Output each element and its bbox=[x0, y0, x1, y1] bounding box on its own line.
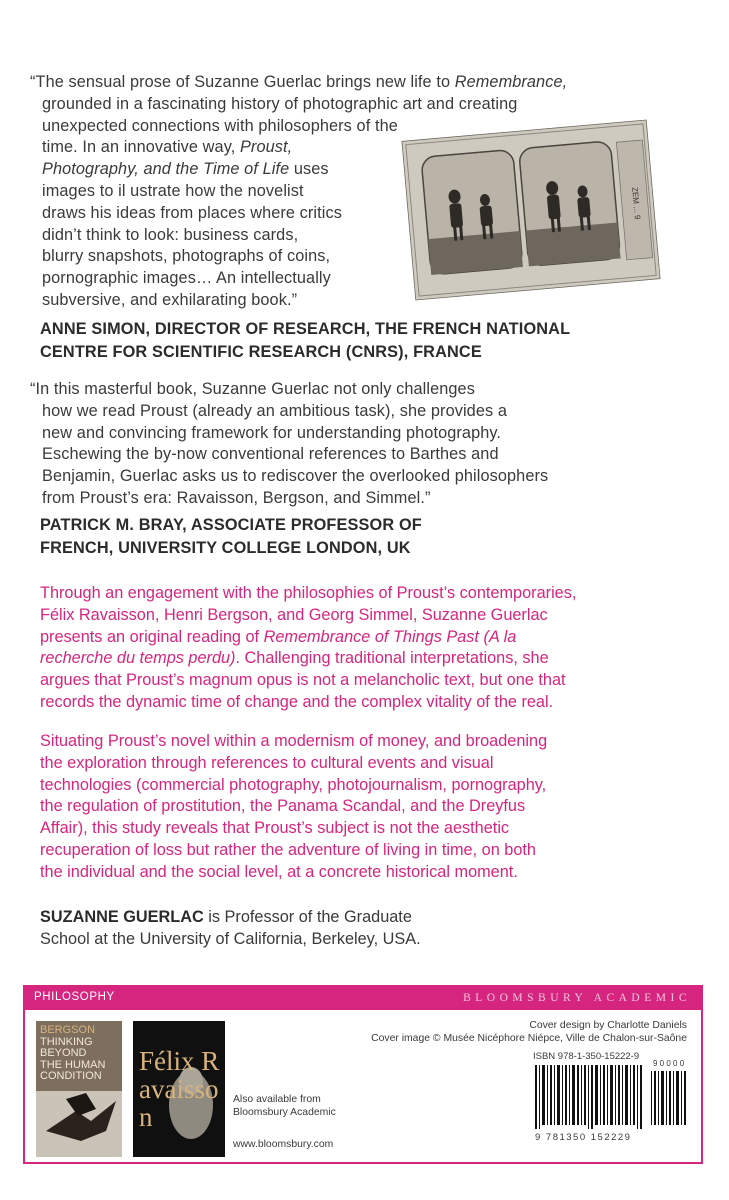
category-label: PHILOSOPHY bbox=[34, 991, 115, 1003]
isbn-text: ISBN 978-1-350-15222-9 bbox=[533, 1051, 640, 1062]
stereograph-card-label: ZEM ... 9 bbox=[630, 186, 642, 220]
barcode-digits: 9 781350 152229 bbox=[535, 1132, 632, 1143]
book-cover-bergson: BERGSON THINKING BEYOND THE HUMAN CONDITION bbox=[36, 1021, 122, 1157]
stereograph-photo bbox=[401, 120, 660, 301]
price-code: 9 0 0 0 0 bbox=[653, 1059, 685, 1068]
website-link[interactable]: www.bloomsbury.com bbox=[233, 1139, 334, 1150]
blurb-paragraph-2: Situating Proust’s novel within a modernism of money, and broadening the exploration through references to cultural events and visual technologies (commercial photography, photojournalism, pornography, the regulation of prostitution, the Panama Scandal, and the Dreyfus Affair), this study reveals that Proust’s subject is not the aesthetic recuperation of loss but rather the adventure of living in time, on both the individual and the social level, at a concrete historical moment. bbox=[40, 732, 548, 881]
author-bio: SUZANNE GUERLAC is Professor of the Graduate School at the University of California, Berkeley, USA. bbox=[40, 908, 421, 948]
quote-patrick-bray: “In this masterful book, Suzanne Guerlac not only challenges how we read Proust (already an ambitious task), she provides a new and convincing framework for understanding photography. Eschewing the by-now conventional references to Barthes and Benjamin, Guerlac asks us to rediscover the overlooked philosophers from Proust’s era: Ravaisson, Bergson, and Simmel.” bbox=[30, 380, 549, 507]
also-available-2: Bloomsbury Academic bbox=[233, 1107, 336, 1118]
quote-anne-simon: “The sensual prose of Suzanne Guerlac brings new life to Remembrance, grounded in a fascinating history of photographic art and creating unexpected connections with philosophers of the time. In an innovative way, Proust, Photography, and the Time of Life uses images to il ustrate how the novelist draws his ideas from places where critics didn’t think to look: business cards, blurry snapshots, photographs of coins, pornographic images… An intellectually subversive, and exhilarating book.” bbox=[30, 73, 568, 309]
cover-design-credit: Cover design by Charlotte Daniels bbox=[529, 1020, 687, 1031]
cover-image-credit: Cover image © Musée Nicéphore Niépce, Ville de Chalon-sur-Saône bbox=[371, 1033, 687, 1044]
attribution-anne-simon-line1: ANNE SIMON, DIRECTOR OF RESEARCH, THE FRENCH NATIONAL bbox=[40, 320, 571, 338]
publisher-label: BLOOMSBURY ACADEMIC bbox=[463, 992, 691, 1004]
attribution-anne-simon-line2: CENTRE FOR SCIENTIFIC RESEARCH (CNRS), FRANCE bbox=[40, 343, 482, 361]
attribution-patrick-bray-line2: FRENCH, UNIVERSITY COLLEGE LONDON, UK bbox=[40, 539, 411, 557]
book-cover-ravaisson: Félix Ravaisson bbox=[133, 1021, 225, 1157]
category-bar bbox=[25, 987, 701, 1010]
attribution-patrick-bray-line1: PATRICK M. BRAY, ASSOCIATE PROFESSOR OF bbox=[40, 516, 422, 534]
author-name: SUZANNE GUERLAC bbox=[40, 908, 204, 926]
stereograph-image-icon bbox=[401, 120, 660, 301]
back-cover-footer bbox=[23, 985, 703, 1164]
blurb-paragraph-1: Through an engagement with the philosophies of Proust’s contemporaries, Félix Ravaisson, Henri Bergson, and Georg Simmel, Suzanne Guerlac presents an original reading of Remembrance of Things Past (A la recherche du temps perdu). Challenging traditional interpretations, she argues that Proust’s magnum opus is not a melancholic text, but one that records the dynamic time of change and the complex vitality of the real. bbox=[40, 584, 577, 711]
also-available-1: Also available from bbox=[233, 1094, 321, 1105]
